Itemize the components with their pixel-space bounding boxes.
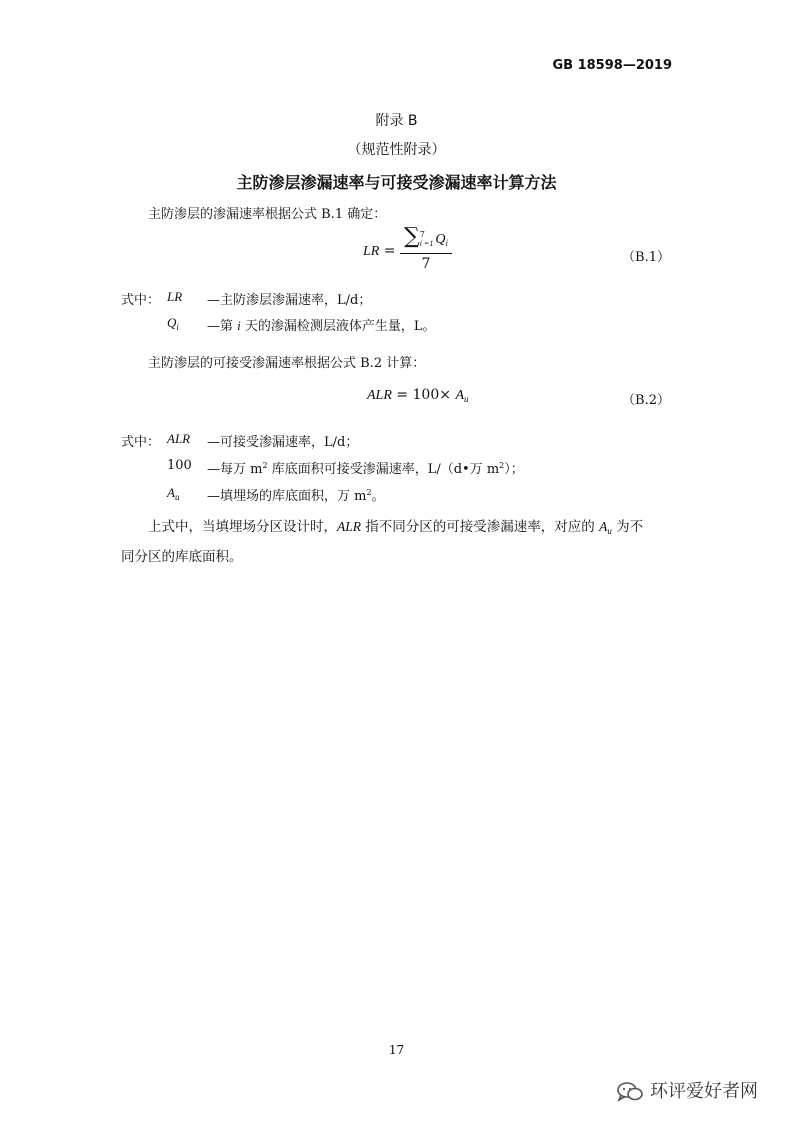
formula-b1-term-sub: i — [445, 238, 448, 248]
def-100-desc-a: —每万 m — [207, 462, 263, 477]
appendix-title: 主防渗层渗漏速率与可接受渗漏速率计算方法 — [236, 173, 557, 192]
appendix-label: 附录 B — [375, 113, 418, 129]
def-au-sub: u — [174, 492, 180, 502]
def-qi-symbol — [167, 315, 179, 332]
def-100-desc — [207, 458, 524, 477]
formula-b1-numerator — [400, 224, 452, 254]
formula-b1-eq: = — [383, 243, 396, 259]
standard-number: GB 18598—2019 — [552, 58, 672, 73]
formula-b1-number: （B.1） — [622, 250, 670, 265]
note-line-1-var2-sub: u — [607, 526, 612, 536]
note-line-1-var2: A — [599, 519, 608, 534]
def-100-desc-b: 库底面积可接受渗漏速率，L/（d•万 m — [267, 462, 500, 477]
def-alr-desc: —可接受渗漏速率，L/d； — [207, 435, 359, 450]
def-alr-symbol: ALR — [167, 431, 191, 446]
note-line-1 — [148, 515, 643, 536]
wechat-icon — [616, 1081, 644, 1103]
sum-symbol: ∑ — [403, 224, 420, 249]
note-line-1-b: 指不同分区的可接受渗漏速率，对应的 — [361, 519, 600, 535]
formula-b2-intro: 主防渗层的可接受渗漏速率根据公式 B.2 计算： — [148, 356, 426, 371]
def-qi-desc-a: —第 — [207, 319, 238, 334]
appendix-normative-note: （规范性附录） — [347, 142, 446, 158]
def-100-desc-c: ）； — [504, 462, 524, 477]
def-100-desc-sup2: 2 — [499, 461, 505, 470]
note-line-2: 同分区的库底面积。 — [121, 549, 243, 565]
note-line-1-a: 上式中，当填埋场分区设计时， — [148, 519, 337, 535]
def-lr-desc: —主防渗层渗漏速率，L/d； — [207, 293, 372, 308]
watermark — [616, 1077, 758, 1103]
def-qi-desc — [207, 315, 436, 334]
def-au-desc — [207, 485, 385, 504]
formula-b1 — [363, 224, 452, 274]
def-au-a: A — [167, 485, 175, 500]
page-number: 17 — [388, 1043, 405, 1057]
def-au-desc-a: —填埋场的库底面积，万 m — [207, 489, 367, 504]
formula-b2-term-sub: u — [464, 394, 469, 404]
def-qi-sub: i — [176, 322, 179, 332]
note-line-1-var: ALR — [337, 519, 362, 534]
formula-b1-denominator: 7 — [421, 256, 431, 272]
def-lr-symbol: LR — [167, 289, 183, 304]
note-line-1-c: 为不 — [611, 519, 644, 535]
def-100-symbol: 100 — [167, 458, 192, 473]
def-au-desc-b: 。 — [371, 489, 385, 504]
formula-b1-term: Q — [435, 232, 446, 247]
sum-limits — [420, 230, 434, 248]
where-label-1: 式中： — [121, 293, 161, 308]
formula-b2-rhs: = 100× — [396, 387, 451, 403]
formula-b1-fraction — [400, 224, 452, 274]
where-label-2: 式中： — [121, 435, 161, 450]
def-100-desc-sup: 2 — [262, 461, 268, 470]
def-qi-desc-var: i — [237, 318, 241, 333]
sum-lower: i =1 — [419, 239, 434, 248]
def-au-desc-sup: 2 — [366, 488, 372, 497]
sum-upper: 7 — [419, 230, 425, 239]
formula-b1-lhs: LR — [363, 244, 380, 259]
def-au-symbol — [167, 485, 179, 502]
formula-b2-number: （B.2） — [622, 393, 670, 408]
watermark-text: 环评爱好者网 — [650, 1081, 758, 1102]
def-qi-q: Q — [167, 315, 177, 330]
formula-b2-lhs: ALR — [367, 388, 392, 403]
formula-b2 — [367, 387, 469, 404]
formula-b2-term: A — [455, 388, 464, 403]
formula-b1-intro: 主防渗层的渗漏速率根据公式 B.1 确定： — [148, 207, 387, 222]
def-qi-desc-b: 天的渗漏检测层液体产生量，L。 — [240, 319, 436, 334]
